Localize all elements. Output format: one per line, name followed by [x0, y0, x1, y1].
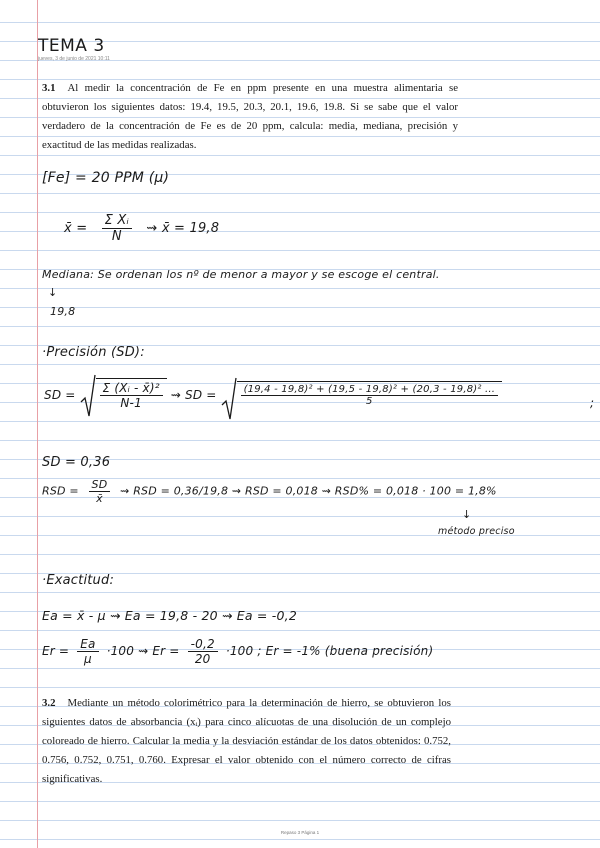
precision-heading: ·Precisión (SD): [42, 345, 145, 360]
sd-formula [44, 378, 502, 410]
problem-text: Mediante un método colorimétrico para la determinación de hierro, se obtuvieron los siguientes datos de absorbancia (xᵢ) para cinco alícuotas de una disolución de un complejo coloreado de hierro. Calcular la media y la desviación estándar de los datos obtenidos: 0.752, 0.756, 0.752, 0.751, 0.760. Expresar el valor obtenido con el número correcto de cifras significativas. [42, 697, 451, 785]
median-value: 19,8 [50, 305, 76, 318]
mean-lhs: x̄ = [64, 221, 88, 236]
mean-result: ⇝ x̄ = 19,8 [146, 221, 220, 236]
rsd-lhs: RSD = [42, 484, 79, 498]
rsd-numerator: SD [89, 478, 111, 492]
median-arrow-icon: ↓ [48, 286, 58, 299]
problem-text: Al medir la concentración de Fe en ppm presente en una muestra alimentaria se obtuvieron los siguientes datos: 19.4, 19.5, 20.3, 20.1, 19.6, 19.8. Si se sabe que el valor verdadero de la concentración de Fe es de 20 ppm, calcula: media, mediana, precisión y exactitud de las medidas realizadas. [42, 82, 458, 151]
relative-error-formula [42, 637, 433, 666]
er-fraction [77, 637, 98, 666]
page-date: jueves, 3 de junio de 2021 10:11 [38, 56, 110, 62]
er-numerator: Ea [77, 637, 98, 652]
median-text: Mediana: Se ordenan los nº de menor a mayor y se escoge el central. [42, 268, 440, 281]
problem-number: 3.2 [42, 697, 56, 709]
er-lhs: Er = [42, 644, 70, 658]
rsd-arrow-icon: ↓ [462, 508, 472, 521]
mean-formula [64, 213, 219, 244]
absolute-error-line: Ea = x̄ - μ ⇝ Ea = 19,8 - 20 ⇝ Ea = -0,2 [42, 608, 297, 623]
er-value-denominator: 20 [194, 652, 211, 666]
rsd-formula [42, 478, 497, 505]
sqrt-sign-icon [80, 374, 96, 418]
problem-number: 3.1 [42, 82, 56, 94]
sd-sqrt [80, 378, 167, 410]
er-value-numerator: -0,2 [188, 637, 218, 652]
sd-mid: ⇝ SD = [170, 388, 217, 402]
mean-denominator: N [111, 229, 122, 244]
mean-fraction [102, 213, 132, 244]
er-mid: ·100 ⇝ Er = [106, 644, 180, 658]
er-tail: ·100 ; Er = -1% (buena precisión) [225, 644, 434, 658]
fe-concentration: [Fe] = 20 PPM (μ) [42, 170, 170, 186]
sd-fraction-expanded [241, 384, 499, 407]
sqrt-sign-icon [221, 377, 237, 421]
mean-numerator: Σ Xᵢ [102, 213, 132, 229]
er-fraction-values [188, 637, 218, 666]
problem-3-2 [42, 694, 451, 789]
problem-3-1 [42, 79, 458, 155]
margin-line [37, 0, 38, 848]
sd-sqrt-expanded [221, 381, 503, 407]
sd-expanded-numerator: (19,4 - 19,8)² + (19,5 - 19,8)² + (20,3 - 19,8)² ... [241, 384, 499, 396]
er-denominator: μ [83, 652, 92, 666]
rsd-fraction [89, 478, 111, 505]
sd-semicolon: ; [590, 396, 595, 410]
exactitud-heading: ·Exactitud: [42, 573, 115, 588]
sd-denominator: N-1 [120, 396, 142, 410]
rsd-denominator: x̄ [96, 492, 103, 505]
sd-result: SD = 0,36 [42, 455, 111, 470]
sd-numerator: Σ (Xᵢ - x̄)² [100, 381, 163, 396]
sd-lhs: SD = [44, 388, 76, 402]
sd-expanded-denominator: 5 [366, 396, 373, 407]
page-title: TEMA 3 [38, 36, 105, 56]
sd-fraction [100, 381, 163, 410]
rsd-note: método preciso [438, 526, 515, 537]
rsd-chain: ⇝ RSD = 0,36/19,8 ⇝ RSD = 0,018 ⇝ RSD% = 0,018 · 100 = 1,8% [120, 484, 497, 498]
page-footer: Repaso 3 Página 1 [280, 830, 320, 835]
